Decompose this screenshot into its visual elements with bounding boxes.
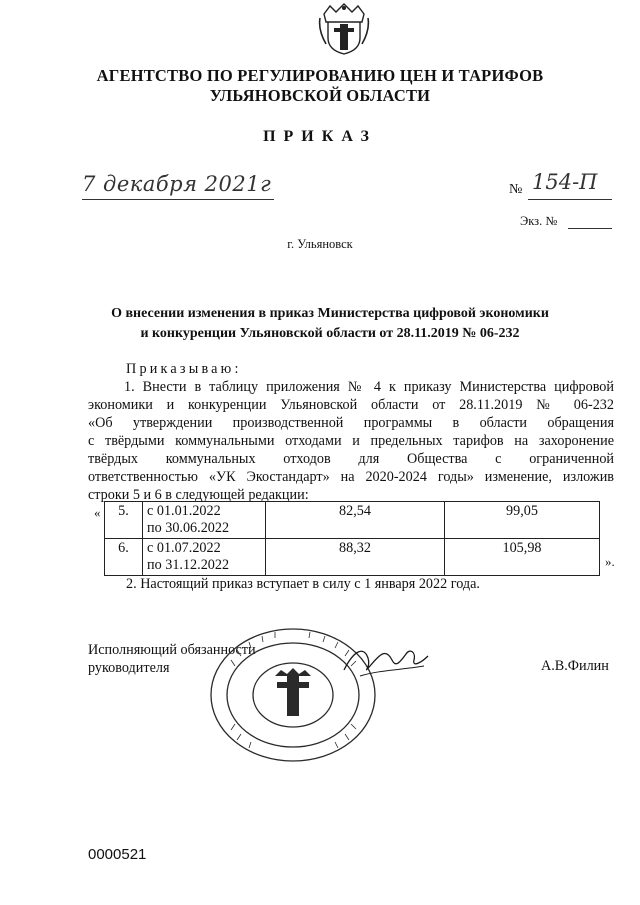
number-underline (528, 199, 612, 200)
period-start: с 01.07.2022 (147, 540, 221, 556)
copy-number-label: Экз. № (520, 214, 558, 228)
value-cell: 99,05 (445, 502, 600, 539)
city: г. Ульяновск (287, 237, 353, 251)
paragraph-1 (88, 378, 614, 504)
quote-open: « (94, 505, 101, 520)
value-cell: 105,98 (445, 539, 600, 576)
handwritten-number: 154-П (532, 170, 598, 194)
period-cell (143, 539, 266, 576)
value-cell: 88,32 (266, 539, 445, 576)
period-cell (143, 502, 266, 539)
period-end: по 31.12.2022 (147, 557, 230, 573)
table-row (105, 502, 600, 539)
paragraph-1-line: твёрдых коммунальных отходов для Общества с ограниченной (88, 451, 614, 467)
org-title-line2: УЛЬЯНОВСКОЙ ОБЛАСТИ (209, 86, 431, 105)
paragraph-1-line: строки 5 и 6 в следующей редакции: (88, 487, 309, 503)
period-start: с 01.01.2022 (147, 503, 221, 519)
paragraph-1-line: с твёрдыми коммунальными отходами и предельных тарифов на захоронение (88, 433, 614, 449)
document-type: ПРИКАЗ (263, 128, 377, 145)
order-word: Приказываю: (126, 361, 242, 377)
subject-line2: и конкуренции Ульяновской области от 28.11.2019 № 06-232 (140, 326, 520, 341)
copy-number-underline (568, 228, 612, 229)
paragraph-1-line: ответственностью «УК Экостандарт» на 2020-2024 годы» изменение, изложив (88, 469, 614, 485)
paragraph-2: 2. Настоящий приказ вступает в силу с 1 января 2022 года. (126, 576, 480, 592)
signature-icon (340, 640, 430, 685)
signer-position-line2: руководителя (88, 660, 170, 676)
table-row (105, 539, 600, 576)
document-subject (80, 304, 580, 344)
number-label: № (509, 182, 523, 197)
date-underline (82, 199, 274, 200)
period-end: по 30.06.2022 (147, 520, 230, 536)
paragraph-1-line: «Об утверждении производственной программы в области обращения (88, 415, 614, 431)
coat-of-arms-icon (318, 0, 370, 56)
signer-name: А.В.Филин (541, 658, 609, 674)
row-number: 6. (105, 539, 143, 576)
paragraph-1-line: 1. Внести в таблицу приложения № 4 к приказу Министерства цифровой (124, 379, 614, 395)
document-serial-number: 0000521 (88, 846, 147, 863)
handwritten-date: 7 декабря 2021г (82, 172, 272, 196)
subject-line1: О внесении изменения в приказ Министерства цифровой экономики (111, 306, 549, 321)
paragraph-1-line: экономики и конкуренции Ульяновской области от 28.11.2019 № 06-232 (88, 397, 614, 413)
signer-position-line1: Исполняющий обязанности (88, 642, 256, 658)
quote-close: ». (605, 554, 615, 569)
row-number: 5. (105, 502, 143, 539)
tariff-table (104, 501, 600, 576)
org-title-line1: АГЕНТСТВО ПО РЕГУЛИРОВАНИЮ ЦЕН И ТАРИФОВ (96, 66, 544, 85)
value-cell: 82,54 (266, 502, 445, 539)
